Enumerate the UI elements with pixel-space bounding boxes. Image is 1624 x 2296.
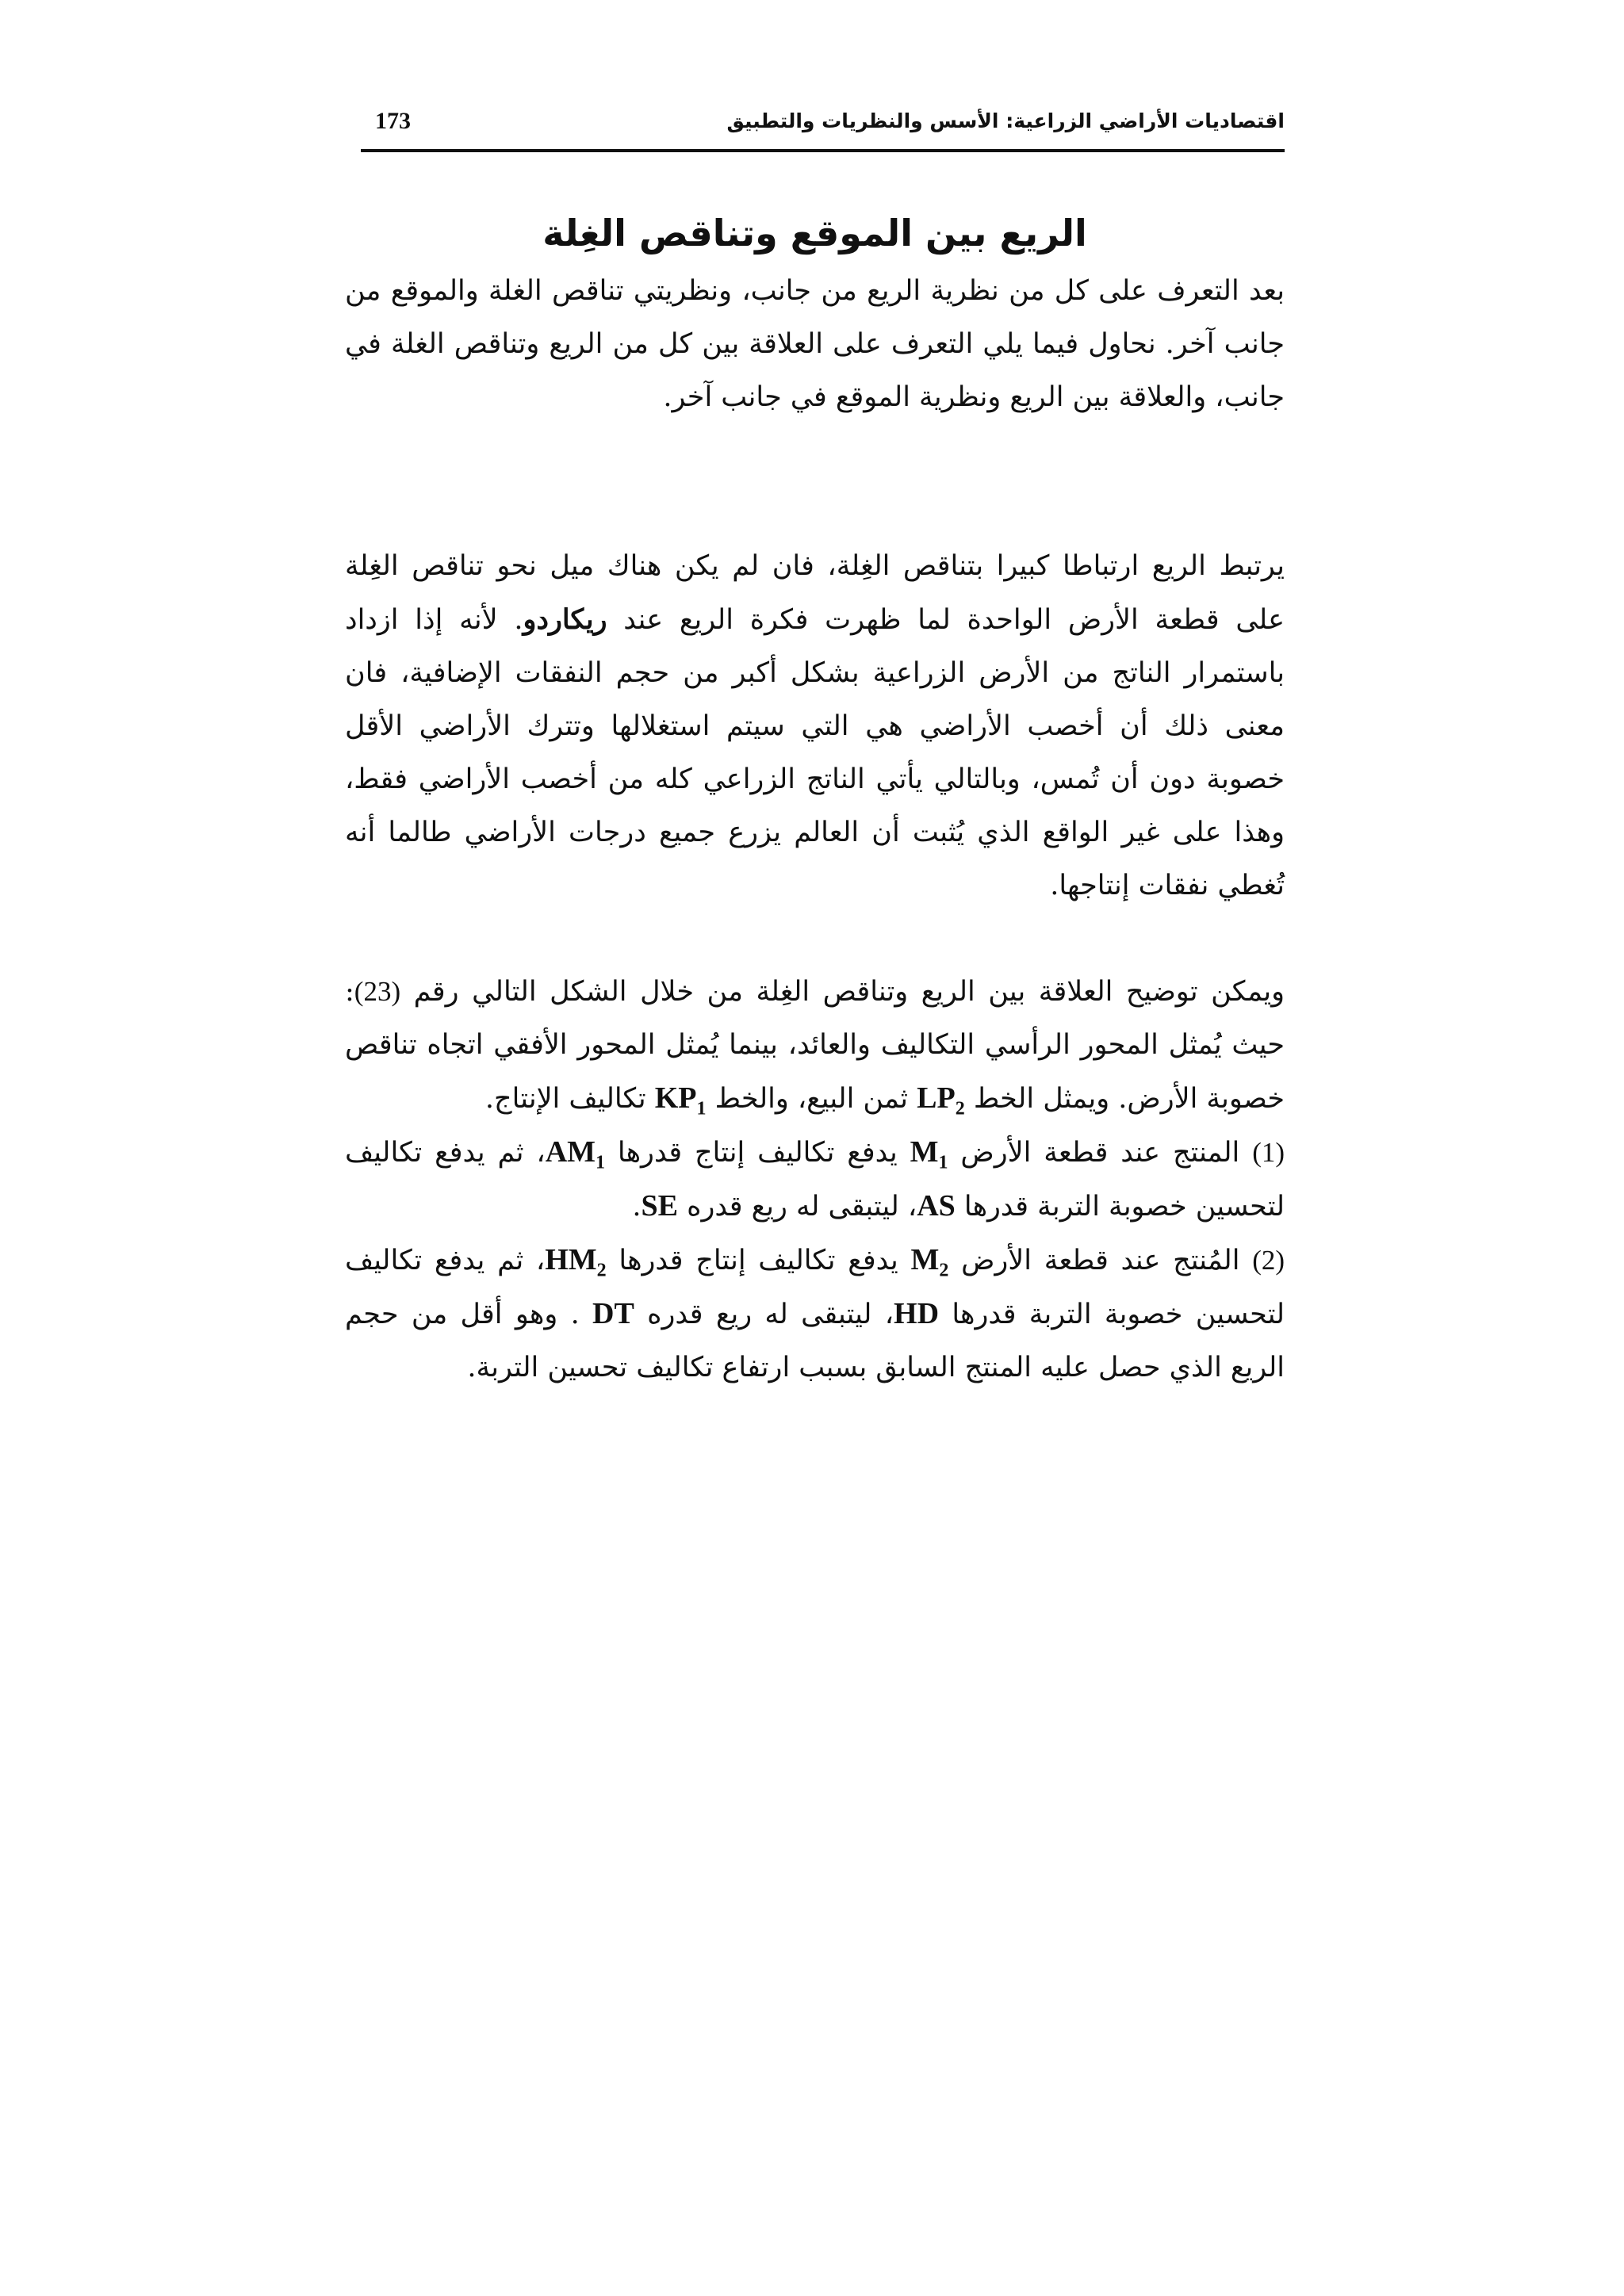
figure-explanation-paragraph <box>345 965 1285 1126</box>
page-number: 173 <box>375 108 411 134</box>
item-number: (2) <box>1252 1245 1285 1276</box>
symbol-lp2: $LP_2$ <box>917 1081 965 1119</box>
section-title: الريع بين الموقع وتناقص الغِلة <box>542 212 1087 254</box>
figure-text-3: ثمن البيع، والخط <box>706 1083 917 1115</box>
symbol-hm2: $HM_2$ <box>545 1243 607 1281</box>
running-title: اقتصاديات الأراضي الزراعية: الأسس والنظريات والتطبيق <box>726 109 1285 132</box>
symbol-se: SE <box>641 1189 678 1223</box>
symbol-am1: $AM_1$ <box>545 1135 606 1173</box>
ricardo-text-end: . لأنه إذا ازداد باستمرار الناتج من الأرض الزراعية بشكل أكبر من حجم النفقات الإضافية، فان معنى ذلك أن أخصب الأراضي هي التي سيتم استغلالها وتترك الأراضي الأقل خصوبة دون أن تُمس، وبالتالي يأتي الناتج الزراعي كله من أخصب الأراضي فقط، وهذا على غير الواقع الذي يُثبت أن العالم يزرع جميع درجات الأراضي طالما أنه تُغطي نفقات إنتاجها. <box>345 604 1285 901</box>
page-body <box>345 205 1285 1395</box>
symbol-dt: DT <box>592 1297 634 1330</box>
figure-text-1: ويمكن توضيح العلاقة بين الريع وتناقص الغِلة من خلال الشكل التالي رقم <box>400 976 1285 1008</box>
ricardo-name: ريكاردو <box>523 603 607 636</box>
symbol-kp1: $KP_1$ <box>654 1081 707 1119</box>
ricardo-paragraph <box>345 540 1285 913</box>
symbol-m2: $M_2$ <box>910 1243 949 1281</box>
symbol-as: AS <box>917 1189 956 1223</box>
figure-number: (23) <box>354 976 401 1007</box>
symbol-hd: HD <box>894 1297 940 1330</box>
list-item-1: (1) المنتج عند قطعة الأرض $M_1$ يدفع تكاليف إنتاج قدرها $AM_1،$ ثم يدفع تكاليف لتحسين خصوبة التربة قدرها AS، ليتبقى له ريع قدره SE. <box>345 1135 1285 1223</box>
symbol-m1: $M_1$ <box>910 1135 948 1173</box>
list-item-2: (2) المُنتج عند قطعة الأرض $M_2$ يدفع تكاليف إنتاج قدرها $HM_2،$ ثم يدفع تكاليف لتحسين خصوبة التربة قدرها HD، ليتبقى له ريع قدره DT . وهو أقل من حجم الريع الذي حصل عليه المنتج السابق بسبب ارتفاع تكاليف تحسين التربة. <box>345 1243 1285 1383</box>
ricardo-text-start: يرتبط الريع ارتباطا كبيرا بتناقص الغِلة، فان لم يكن هناك ميل نحو تناقص الغِلة على قطعة الأرض الواحدة لما ظهرت فكرة الريع عند <box>345 550 1285 636</box>
item-number: (1) <box>1252 1137 1285 1168</box>
figure-text-2: : حيث يُمثل المحور الرأسي التكاليف والعائد، بينما يُمثل المحور الأفقي اتجاه تناقص خصوبة الأرض. ويمثل الخط <box>345 976 1285 1115</box>
intro-paragraph: بعد التعرف على كل من نظرية الريع من جانب، ونظريتي تناقص الغلة والموقع من جانب آخر. نحاول فيما يلي التعرف على العلاقة بين كل من الريع وتناقص الغلة في جانب، والعلاقة بين الريع ونظرية الموقع في جانب آخر. <box>345 275 1285 413</box>
figure-text-4: تكاليف الإنتاج. <box>485 1083 655 1115</box>
page-header <box>361 105 1285 152</box>
